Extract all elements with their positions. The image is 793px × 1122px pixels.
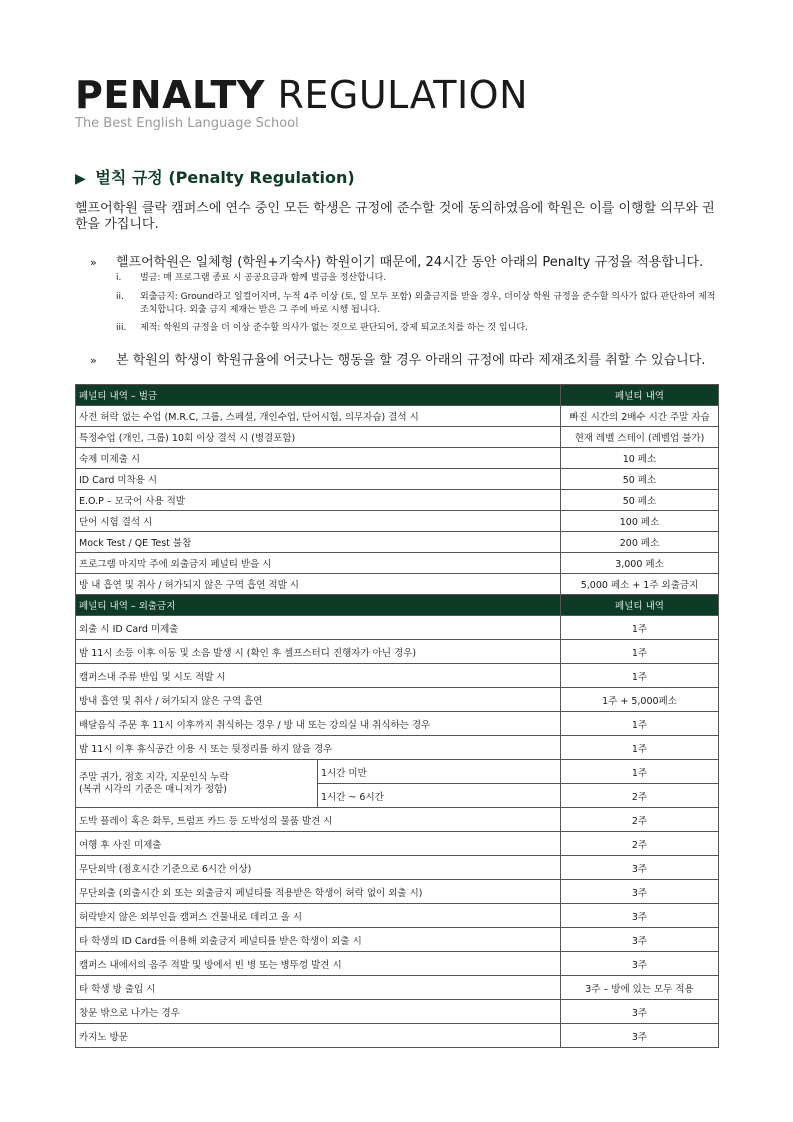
- late-return-label: 주말 귀가, 점호 지각, 지문인식 누락 (복귀 시각의 기준은 매니저가 정함): [76, 760, 318, 808]
- title-bold: PENALTY: [75, 73, 265, 117]
- ground-header-row: [76, 595, 719, 616]
- table-row: 사전 허락 없는 수업 (M.R.C, 그룹, 스페셜, 개인수업, 단어시험, 의무자습) 결석 시 빠진 시간의 2배수 시간 주말 자습: [76, 406, 719, 427]
- table-row: 타 학생 방 출입 시 3주 – 방에 있는 모두 적용: [76, 976, 719, 1000]
- late-sub-1: 1시간 미만: [318, 760, 561, 784]
- sub-item-2: ii. 외출금지: Ground라고 일컬어지며, 누적 4주 이상 (토, 일 모두 포함) 외출금지를 받을 경우, 더이상 학원 규정을 준수할 의사가 없다 판단하여 제적 조치합니다. 외출 금지 제재는 받은 그 주에 바로 시행 됩니다.: [116, 292, 716, 315]
- sub-item-1: i. 벌금: 매 프로그램 종료 시 공공요금과 함께 벌금을 정산합니다.: [116, 273, 387, 283]
- table-row: 도박 플레이 혹은 화투, 트럼프 카드 등 도박성의 물품 발견 시 2주: [76, 808, 719, 832]
- table-row: 단어 시험 결석 시 100 페소: [76, 511, 719, 532]
- bullet-1: [90, 251, 703, 270]
- table-row: 카지노 방문 3주: [76, 1024, 719, 1048]
- table-row: E.O.P – 모국어 사용 적발 50 페소: [76, 490, 719, 511]
- intro-paragraph: 헬프어학원 클락 캠퍼스에 연수 중인 모든 학생은 규정에 준수할 것에 동의하였음에 학원은 이를 이행할 의무와 권한을 가집니다.: [75, 201, 715, 232]
- table-row: 밤 11시 소등 이후 이동 및 소음 발생 시 (확인 후 셀프스터디 진행자가 아닌 경우) 1주: [76, 640, 719, 664]
- fine-header-value: 페널티 내역: [561, 385, 719, 406]
- bullet-2-text: 본 학원의 학생이 학원규율에 어긋나는 행동을 할 경우 아래의 규정에 따라 제재조치를 취할 수 있습니다.: [116, 353, 706, 368]
- late-return-row: [76, 760, 719, 784]
- table-row: 타 학생의 ID Card를 이용해 외출금지 페널티를 받은 학생이 외출 시 3주: [76, 928, 719, 952]
- fine-header-row: [76, 385, 719, 406]
- section-heading: [75, 165, 355, 188]
- page-title: [75, 74, 528, 116]
- penalty-table: [75, 384, 719, 1048]
- table-row: 배달음식 주문 후 11시 이후까지 취식하는 경우 / 방 내 또는 강의실 내 취식하는 경우 1주: [76, 712, 719, 736]
- page-subtitle: The Best English Language School: [75, 116, 299, 131]
- sub-item-3: iii. 제적: 학원의 규정을 더 이상 준수할 의사가 없는 것으로 판단되어, 강제 퇴교조치를 하는 것 입니다.: [116, 323, 528, 333]
- table-row: 외출 시 ID Card 미제출 1주: [76, 616, 719, 640]
- title-light: REGULATION: [277, 73, 528, 117]
- bullet-mark-icon: »: [90, 256, 97, 269]
- fine-header-label: 페널티 내역 – 벌금: [76, 385, 561, 406]
- late-sub-2: 1시간 ~ 6시간: [318, 784, 561, 808]
- table-row: 숙제 미제출 시 10 페소: [76, 448, 719, 469]
- late-sub-2-value: 2주: [561, 784, 719, 808]
- table-row: 방 내 흡연 및 취사 / 허가되지 않은 구역 흡연 적발 시 5,000 페소 + 1주 외출금지: [76, 574, 719, 595]
- bullet-2: [90, 349, 705, 368]
- table-row: 프로그램 마지막 주에 외출금지 페널티 받을 시 3,000 페소: [76, 553, 719, 574]
- table-row: 무단외출 (외출시간 외 또는 외출금지 페널티를 적용받은 학생이 허락 없이 외출 시) 3주: [76, 880, 719, 904]
- table-row: 무단외박 (점호시간 기준으로 6시간 이상) 3주: [76, 856, 719, 880]
- section-heading-label: 벌칙 규정 (Penalty Regulation): [95, 168, 355, 187]
- bullet-mark-icon: »: [90, 354, 97, 367]
- table-row: 허락받지 않은 외부인을 캠퍼스 건물내로 데리고 올 시 3주: [76, 904, 719, 928]
- ground-header-label: 페널티 내역 – 외출금지: [76, 595, 561, 616]
- play-arrow-icon: ▶: [75, 171, 86, 187]
- late-sub-1-value: 1주: [561, 760, 719, 784]
- bullet-1-text: 헬프어학원은 일체형 (학원+기숙사) 학원이기 때문에, 24시간 동안 아래의 Penalty 규정을 적용합니다.: [116, 255, 704, 270]
- ground-header-value: 페널티 내역: [561, 595, 719, 616]
- table-row: 특정수업 (개인, 그룹) 10회 이상 결석 시 (병결포함) 현재 레벨 스테이 (레벨업 불가): [76, 427, 719, 448]
- table-row: Mock Test / QE Test 불참 200 페소: [76, 532, 719, 553]
- table-row: 여행 후 사진 미제출 2주: [76, 832, 719, 856]
- table-row: 방내 흡연 및 취사 / 허가되지 않은 구역 흡연 1주 + 5,000페소: [76, 688, 719, 712]
- table-row: 창문 밖으로 나가는 경우 3주: [76, 1000, 719, 1024]
- table-row: 밤 11시 이후 휴식공간 이용 시 또는 뒷정리를 하지 않을 경우 1주: [76, 736, 719, 760]
- table-row: 캠퍼스 내에서의 음주 적발 및 방에서 빈 병 또는 병뚜껑 발견 시 3주: [76, 952, 719, 976]
- table-row: 캠퍼스내 주류 반입 및 시도 적발 시 1주: [76, 664, 719, 688]
- table-row: ID Card 미착용 시 50 페소: [76, 469, 719, 490]
